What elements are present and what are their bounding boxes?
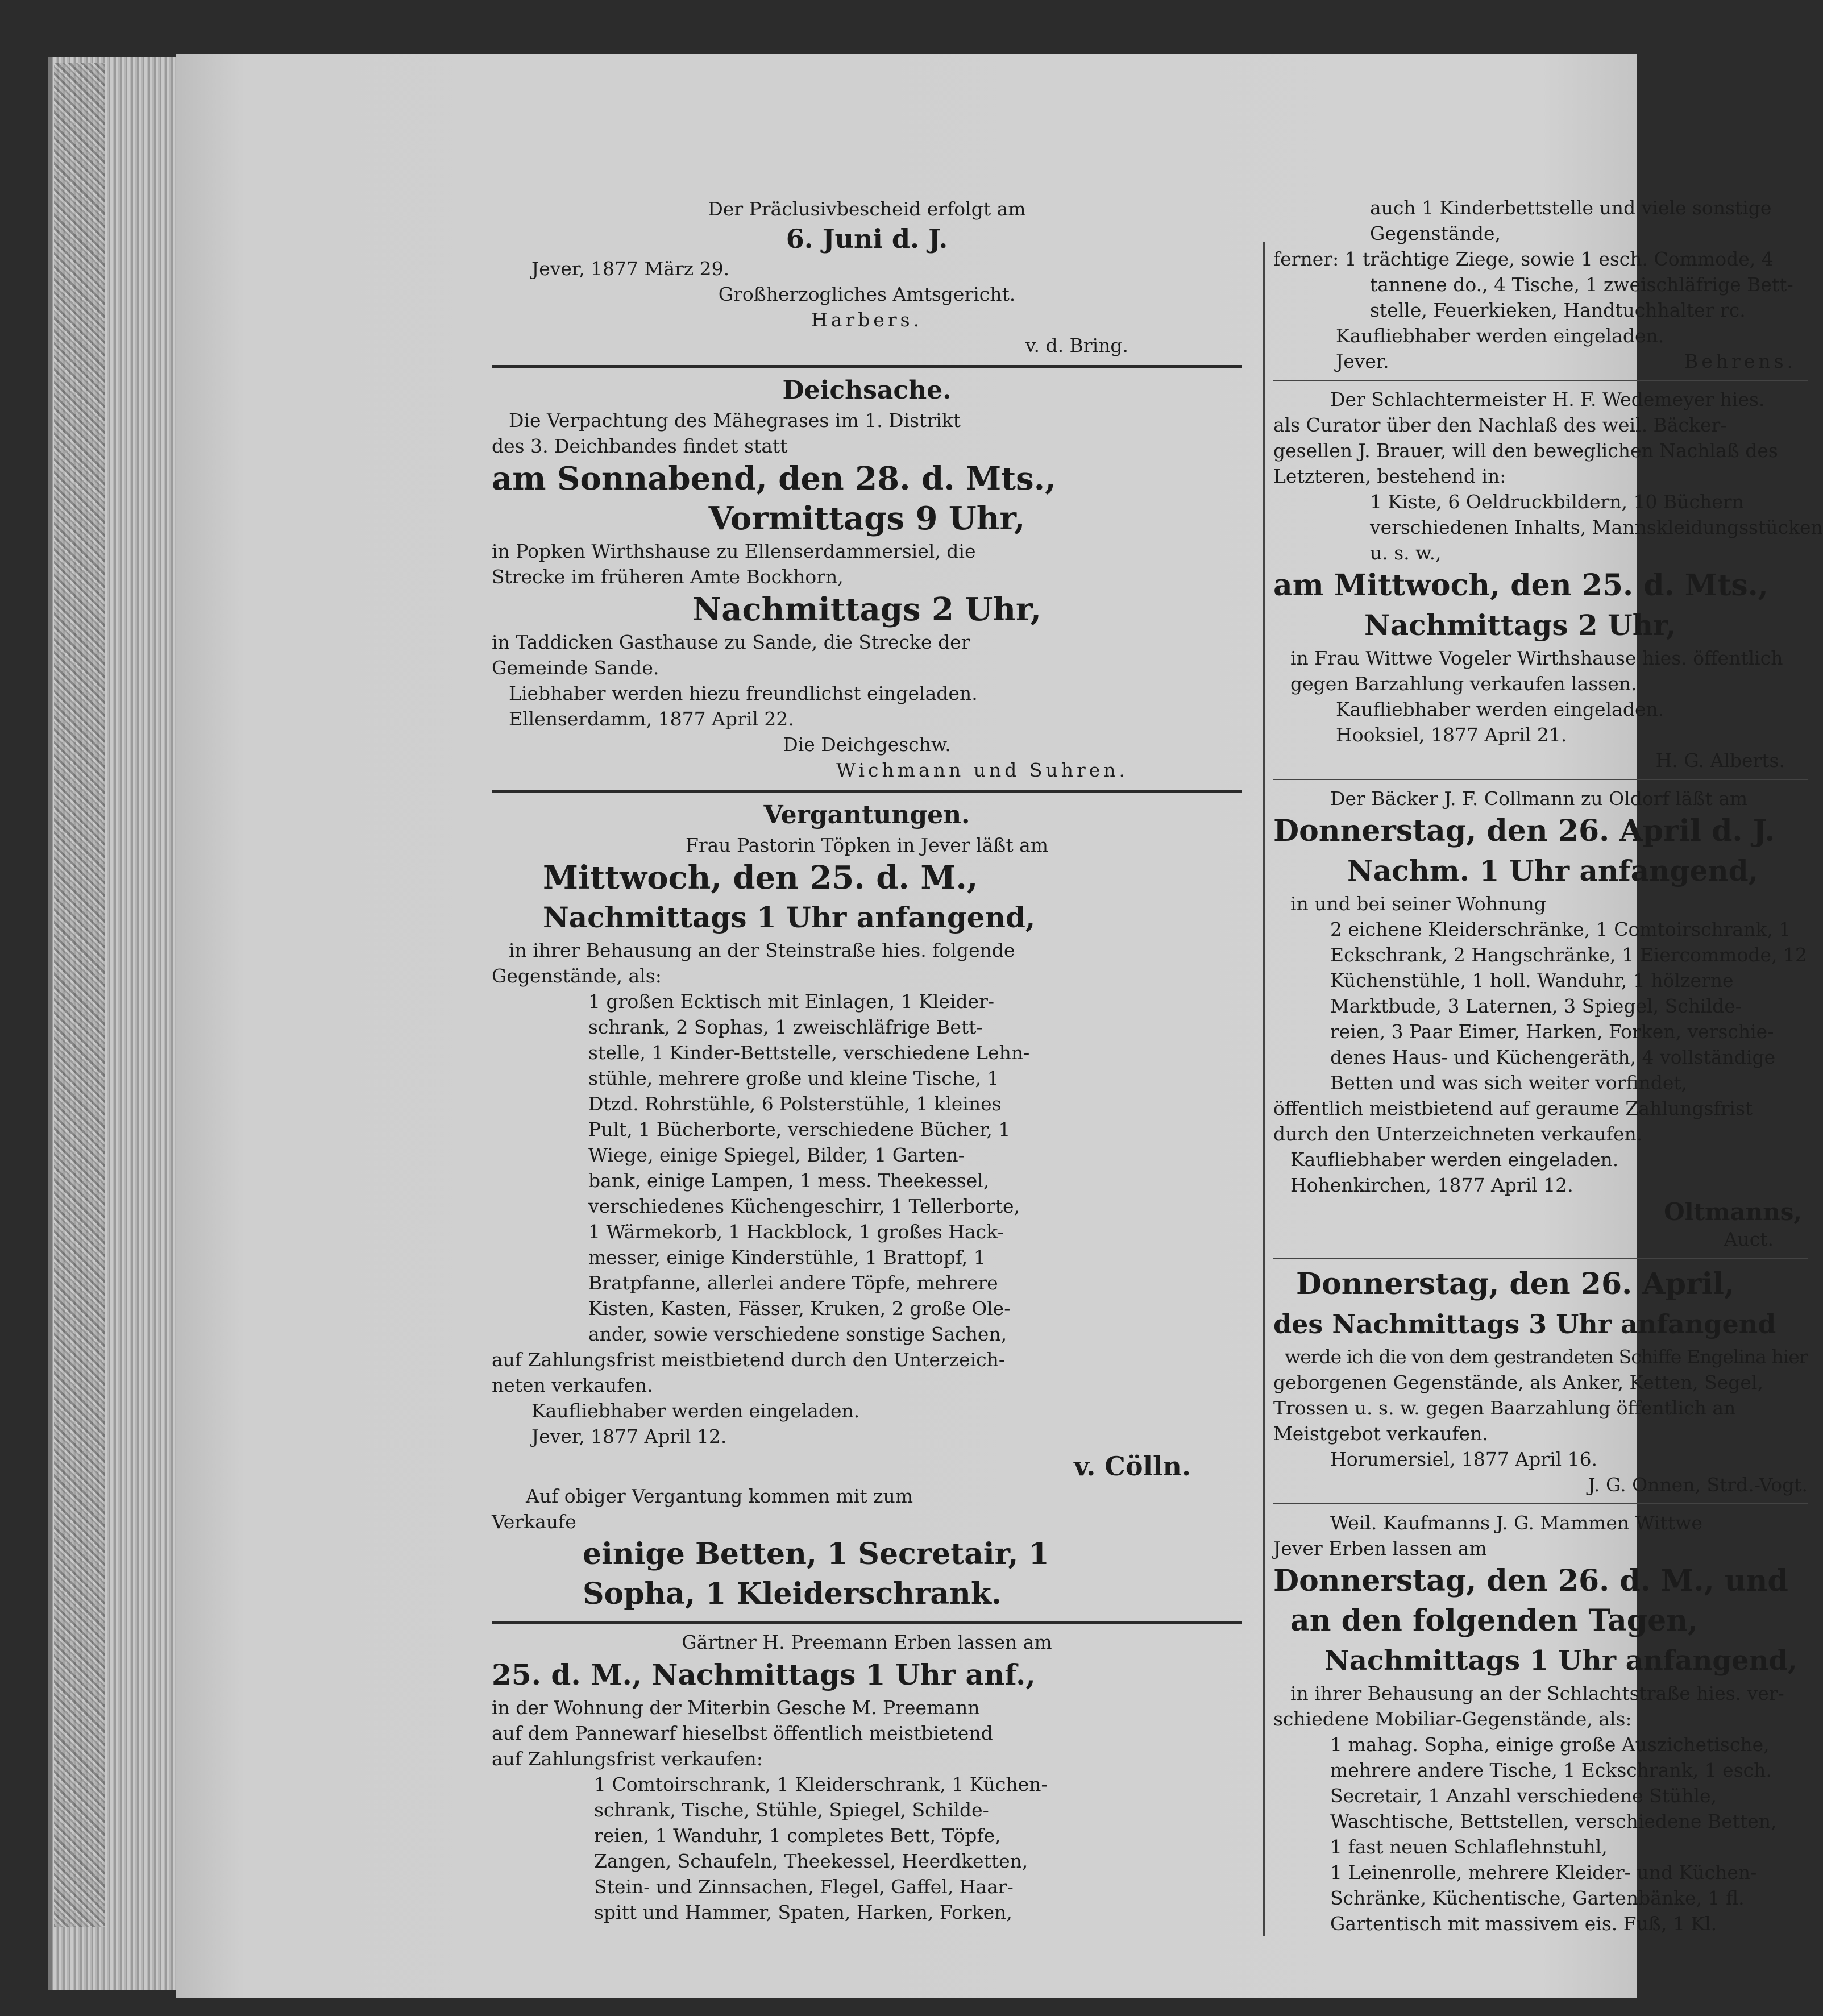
text-line: Frau Pastorin Töpken in Jever läßt am [685, 834, 1049, 856]
text-line: Die Verpachtung des Mähegrases im 1. Distrikt [509, 409, 961, 432]
notice-date: an den folgenden Tagen, [1290, 1603, 1699, 1638]
text-line: Trossen u. s. w. gegen Baarzahlung öffentlich an [1273, 1397, 1736, 1419]
notice-date: Mittwoch, den 25. d. M., [543, 859, 978, 897]
list-item: bank, einige Lampen, 1 mess. Theekessel, [588, 1169, 990, 1192]
text-line: Horumersiel, 1877 April 16. [1330, 1448, 1598, 1470]
right-column [1273, 195, 1823, 1936]
list-item: denes Haus- und Küchengeräth, 4 vollständige [1330, 1046, 1776, 1068]
section-rule [492, 1621, 1242, 1624]
list-item: Küchenstühle, 1 holl. Wanduhr, 1 hölzerne [1330, 969, 1734, 992]
list-item: ander, sowie verschiedene sonstige Sachen, [588, 1323, 1007, 1345]
list-item: Zangen, Schaufeln, Theekessel, Heerdketten, [594, 1850, 1028, 1872]
notice-time: Nachmittags 1 Uhr anfangend, [543, 901, 1036, 934]
text-line: Gärtner H. Preemann Erben lassen am [682, 1631, 1052, 1653]
signature: v. d. Bring. [1025, 334, 1128, 356]
notice-time: Nachmittags 2 Uhr, [1364, 608, 1676, 642]
signature: Oltmanns, [1664, 1198, 1802, 1226]
list-item: Gartentisch mit massivem eis. Fuß, 1 Kl. [1330, 1913, 1717, 1935]
text-line: tannene do., 4 Tische, 1 zweischläfrige Bett- [1370, 273, 1793, 296]
list-item: 1 mahag. Sopha, einige große Auszichetische, [1330, 1733, 1770, 1756]
text-line: Weil. Kaufmanns J. G. Mammen Wittwe [1330, 1512, 1702, 1534]
notice-preemann [492, 1629, 1242, 1925]
section-rule [1273, 1258, 1808, 1259]
text-line: öffentlich meistbietend auf geraume Zahlungsfrist [1273, 1097, 1753, 1119]
text-line: ferner: 1 trächtige Ziege, sowie 1 esch. Commode, 4 [1273, 248, 1774, 270]
notice-engelina [1273, 1264, 1808, 1498]
place: Jever. [1336, 350, 1389, 372]
text-line: Gegenstände, [1370, 222, 1501, 244]
text-line: Hooksiel, 1877 April 21. [1336, 724, 1567, 746]
notice-time: Nachmittags 1 Uhr anfangend, [1324, 1645, 1797, 1677]
list-item: schrank, 2 Sophas, 1 zweischläfrige Bett- [588, 1016, 983, 1038]
list-item: reien, 3 Paar Eimer, Harken, Forken, verschie- [1330, 1021, 1774, 1043]
text-line: Der Schlachtermeister H. F. Wedemeyer hies. [1330, 388, 1765, 410]
text-line: Hohenkirchen, 1877 April 12. [1290, 1174, 1573, 1196]
notice-extra: Sopha, 1 Kleiderschrank. [583, 1577, 1002, 1611]
list-item: 1 großen Ecktisch mit Einlagen, 1 Kleider- [588, 990, 995, 1013]
notice-praeclusiv [492, 196, 1242, 358]
notice-date: 25. d. M., Nachmittags 1 Uhr anf., [492, 1658, 1036, 1691]
list-item: 1 Leinenrolle, mehrere Kleider- und Küchen- [1330, 1861, 1757, 1884]
text-line: Gegenstände, als: [492, 965, 662, 987]
text-line: in der Wohnung der Miterbin Gesche M. Preemann [492, 1696, 980, 1719]
signature: Behrens. [1684, 350, 1796, 372]
list-item: Wiege, einige Spiegel, Bilder, 1 Garten- [588, 1144, 965, 1166]
newspaper-page [176, 54, 1823, 1998]
notice-mammen [1273, 1510, 1808, 1936]
signature: J. G. Onnen, Strd.-Vogt. [1588, 1474, 1808, 1496]
notice-heading: Vergantungen. [763, 800, 970, 829]
list-item: reien, 1 Wanduhr, 1 completes Bett, Töpfe, [594, 1824, 1001, 1847]
text-line: auch 1 Kinderbettstelle und viele sonstige [1370, 197, 1772, 219]
list-item: spitt und Hammer, Spaten, Harken, Forken, [594, 1901, 1012, 1923]
signature: v. Cölln. [1074, 1451, 1191, 1482]
notice-date: am Mittwoch, den 25. d. Mts., [1273, 568, 1768, 603]
list-item: 1 Comtoirschrank, 1 Kleiderschrank, 1 Küchen- [594, 1773, 1048, 1795]
text-line: in Frau Wittwe Vogeler Wirthshause hies. öffentlich [1290, 647, 1783, 669]
text-line: Auf obiger Vergantung kommen mit zum [526, 1485, 913, 1507]
text-line: gegen Barzahlung verkaufen lassen. [1290, 673, 1637, 695]
text-line: Kaufliebhaber werden eingeladen. [1336, 698, 1664, 720]
item-list [492, 989, 1242, 1347]
signature: Harbers. [811, 309, 923, 331]
marbled-book-edge [54, 63, 105, 1927]
text-line: in ihrer Behausung an der Schlachtstraße hies. ver- [1290, 1682, 1784, 1704]
text-line: Gemeinde Sande. [492, 657, 659, 679]
signature-role: Auct. [1724, 1228, 1774, 1250]
text-line: als Curator über den Nachlaß des weil. Bäcker- [1273, 414, 1727, 436]
notice-wedemeyer [1273, 387, 1823, 773]
text-line: in und bei seiner Wohnung [1290, 893, 1546, 915]
text-line: Letzteren, bestehend in: [1273, 465, 1506, 487]
list-item: Eckschrank, 2 Hangschränke, 1 Eiercommode, 12 [1330, 944, 1807, 966]
text-line: Kaufliebhaber werden eingeladen. [1336, 325, 1664, 347]
notice-deichsache [492, 374, 1242, 783]
text-line: Jever Erben lassen am [1273, 1537, 1487, 1559]
text-line: auf Zahlungsfrist verkaufen: [492, 1748, 763, 1770]
list-item: messer, einige Kinderstühle, 1 Brattopf, 1 [588, 1246, 986, 1268]
section-rule [1273, 380, 1808, 381]
text-line: Jever, 1877 März 29. [531, 258, 730, 280]
text-line: u. s. w., [1370, 542, 1442, 564]
notice-behrens [1273, 195, 1808, 374]
text-line: Strecke im früheren Amte Bockhorn, [492, 566, 844, 588]
text-line: Kaufliebhaber werden eingeladen. [531, 1400, 860, 1422]
notice-time: Nachm. 1 Uhr anfangend, [1347, 854, 1759, 887]
section-rule [492, 365, 1242, 368]
text-line: verschiedenen Inhalts, Mannskleidungsstücken [1370, 516, 1823, 538]
list-item: Marktbude, 3 Laternen, 3 Spiegel, Schilde- [1330, 995, 1742, 1017]
text-line: schiedene Mobiliar-Gegenstände, als: [1273, 1708, 1632, 1730]
section-rule [1273, 1503, 1808, 1504]
notice-extra: einige Betten, 1 Secretair, 1 [583, 1537, 1049, 1571]
text-line: durch den Unterzeichneten verkaufen. [1273, 1123, 1643, 1145]
list-item: Dtzd. Rohrstühle, 6 Polsterstühle, 1 kleines [588, 1093, 1002, 1115]
notice-date: Donnerstag, den 26. April, [1296, 1267, 1735, 1301]
text-line: Kaufliebhaber werden eingeladen. [1290, 1148, 1619, 1171]
list-item: 2 eichene Kleiderschränke, 1 Comtoirschrank, 1 [1330, 918, 1791, 940]
list-item: 1 fast neuen Schlaflehnstuhl, [1330, 1836, 1608, 1858]
list-item: Betten und was sich weiter vorfindet, [1330, 1072, 1688, 1094]
notice-heading: Deichsache. [782, 376, 952, 405]
list-item: Waschtische, Bettstellen, verschiedene Betten, [1330, 1810, 1777, 1832]
notice-time: des Nachmittags 3 Uhr anfangend [1273, 1309, 1776, 1339]
list-item: Stein- und Zinnsachen, Flegel, Gaffel, Haar- [594, 1876, 1014, 1898]
text-line: in Taddicken Gasthause zu Sande, die Strecke der [492, 631, 970, 653]
list-item: mehrere andere Tische, 1 Eckschrank, 1 esch. [1330, 1759, 1772, 1781]
text-line: gesellen J. Brauer, will den beweglichen Nachlaß des [1273, 439, 1778, 462]
notice-date: Donnerstag, den 26. d. M., und [1273, 1563, 1788, 1598]
list-item: stühle, mehrere große und kleine Tische, 1 [588, 1067, 999, 1089]
text-line: auf dem Pannewarf hieselbst öffentlich meistbietend [492, 1722, 993, 1744]
text-line: Der Bäcker J. F. Collmann zu Oldorf läßt am [1330, 787, 1748, 810]
text-line: Die Deichgeschw. [783, 733, 951, 756]
text-line: stelle, Feuerkieken, Handtuchhalter rc. [1370, 299, 1746, 321]
text-line: neten verkaufen. [492, 1374, 653, 1396]
notice-vergantungen [492, 798, 1242, 1614]
text-line: in ihrer Behausung an der Steinstraße hies. folgende [509, 939, 1015, 961]
list-item: Kisten, Kasten, Fässer, Kruken, 2 große Ole- [588, 1297, 1011, 1320]
notice-collmann [1273, 786, 1808, 1252]
text-line: werde ich die von dem gestrandeten Schiffe Engelina hier [1285, 1346, 1808, 1368]
text-line: in Popken Wirthshause zu Ellenserdammersiel, die [492, 540, 976, 562]
text-line: 1 Kiste, 6 Oeldruckbildern, 10 Büchern [1370, 491, 1744, 513]
text-line: Jever, 1877 April 12. [531, 1425, 727, 1447]
text-line: auf Zahlungsfrist meistbietend durch den Unterzeich- [492, 1349, 1006, 1371]
list-item: Pult, 1 Bücherborte, verschiedene Bücher, 1 [588, 1118, 1011, 1140]
column-divider [1263, 242, 1265, 1936]
section-rule [492, 790, 1242, 793]
left-column [492, 196, 1242, 1925]
text-line: des 3. Deichbandes findet statt [492, 435, 788, 457]
list-item: Bratpfanne, allerlei andere Töpfe, mehrere [588, 1272, 998, 1294]
list-item: stelle, 1 Kinder-Bettstelle, verschiedene Lehn- [588, 1042, 1030, 1064]
signature: Wichmann und Suhren. [836, 759, 1128, 781]
place-signature-row [1273, 349, 1808, 374]
notice-date: am Sonnabend, den 28. d. Mts., [492, 460, 1056, 497]
text-line: Ellenserdamm, 1877 April 22. [509, 708, 794, 730]
text-line: geborgenen Gegenstände, als Anker, Ketten, Segel, [1273, 1371, 1763, 1393]
notice-time: Nachmittags 2 Uhr, [692, 591, 1041, 628]
notice-date: Donnerstag, den 26. April d. J. [1273, 814, 1775, 848]
text-line: Großherzogliches Amtsgericht. [718, 283, 1016, 305]
list-item: Secretair, 1 Anzahl verschiedene Stühle, [1330, 1785, 1717, 1807]
text-line: Liebhaber werden hiezu freundlichst eingeladen. [509, 682, 978, 704]
signature: H. G. Alberts. [1655, 749, 1785, 771]
list-item: verschiedenes Küchengeschirr, 1 Tellerborte, [588, 1195, 1020, 1217]
list-item: 1 Wärmekorb, 1 Hackblock, 1 großes Hack- [588, 1221, 1004, 1243]
notice-date: 6. Juni d. J. [786, 223, 948, 254]
list-item: Schränke, Küchentische, Gartenbänke, 1 fl. [1330, 1887, 1745, 1909]
text-line: Meistgebot verkaufen. [1273, 1422, 1488, 1445]
section-rule [1273, 779, 1808, 780]
list-item: schrank, Tische, Stühle, Spiegel, Schilde- [594, 1799, 989, 1821]
text-line: Der Präclusivbescheid erfolgt am [708, 198, 1026, 220]
text-line: Verkaufe [492, 1511, 576, 1533]
notice-time: Vormittags 9 Uhr, [708, 500, 1025, 537]
